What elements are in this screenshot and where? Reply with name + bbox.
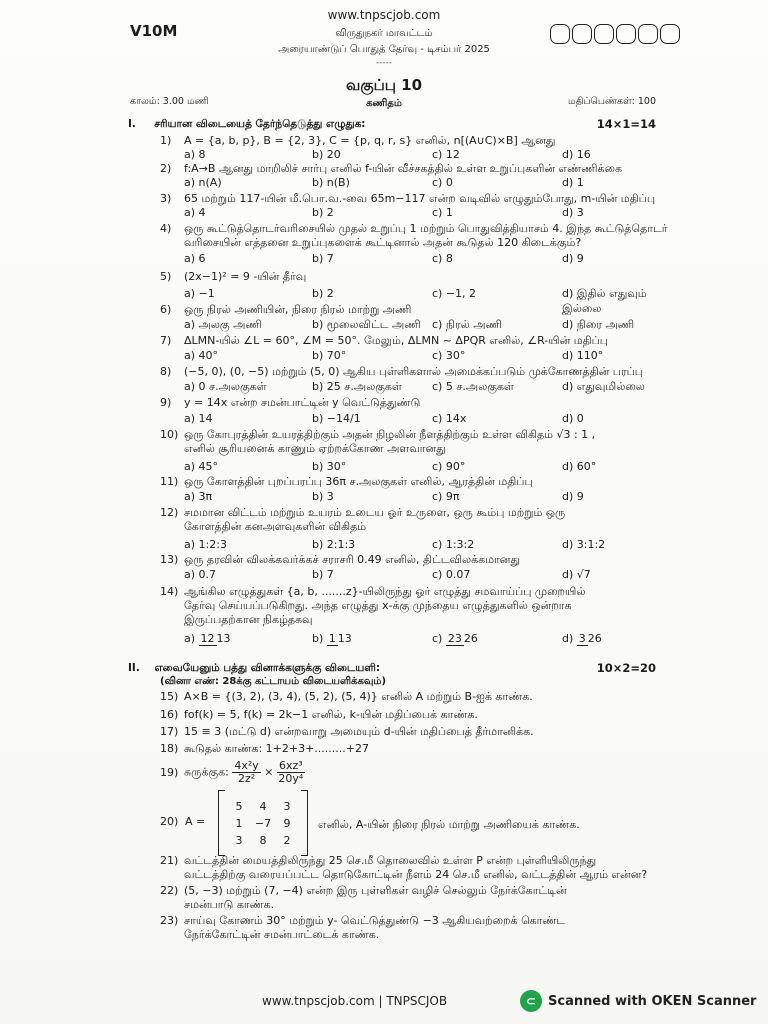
question-18: 18) கூடுதல் காண்க: 1+2+3+.........+27 (160, 742, 369, 755)
matrix-grid: 5 4 3 1 −7 9 3 8 2 (235, 799, 291, 847)
options-7: a) 40° b) 70° c) 30° d) 110° (184, 349, 604, 362)
scanner-logo-icon: ⊂ (520, 990, 542, 1012)
question-1: 1) A = {a, b, p}, B = {2, 3}, C = {p, q, r, s} எனில், n[(A∪C)×B] ஆனது (160, 134, 556, 147)
question-2: 2) f:A→B ஆனது மாறிலிச் சார்பு எனில் f-யின் வீச்சகத்தில் உள்ள உறுப்புகளின் எண்ணிக்கை (160, 162, 622, 175)
section-2-note: (வினா எண்: 28க்கு கட்டாயம் விடையளிக்கவும்) (160, 676, 387, 687)
question-3: 3) 65 மற்றும் 117-யின் மீ.பொ.வ.-வை 65m−117 என்ற வடிவில் எழுதும்போது, m-யின் மதிப்பு (160, 192, 656, 205)
question-4: 4) ஒரு கூட்டுத்தொடர்வரிசையில் முதல் உறுப்பு 1 மற்றும் பொதுவித்தியாசம் 4. இந்த கூட்டுத்தொடர் வரிசையின் எத்தனை உறுப்புகளைக் கூட்டினால் அதன் கூடுதல் 120 கிடைக்கும்? (160, 222, 668, 249)
roll-box (550, 24, 570, 44)
question-19: 19) சுருக்குக: $\frac{\text{4x²y}}{\text{2z²}}$ × $\frac{\text{6xz³}}{\text{20y⁴}}$ (160, 759, 304, 785)
options-10: a) 45° b) 30° c) 90° d) 60° (184, 460, 597, 473)
roll-box (660, 24, 680, 44)
paper-code: V10M (130, 22, 178, 40)
question-11: 11) ஒரு கோளத்தின் புறப்பரப்பு 36π ச.அலகுகள் எனில், ஆரத்தின் மதிப்பு (160, 475, 533, 488)
options-1: a) 8 b) 20 c) 12 d) 16 (184, 148, 591, 161)
roll-box (594, 24, 614, 44)
options-9: a) 14 b) −14/1 c) 14x d) 0 (184, 412, 584, 425)
question-22: 22) (5, −3) மற்றும் (7, −4) என்ற இரு புள்ளிகள் வழிச் செல்லும் நேர்க்கோட்டின் சமன்பாடு காண்க. (160, 884, 567, 911)
question-7: 7) ΔLMN-யில் ∠L = 60°, ∠M = 50°. மேலும், ΔLMN ~ ΔPQR எனில், ∠R-யின் மதிப்பு (160, 334, 608, 347)
options-8: a) 0 ச.அலகுகள் b) 25 ச.அலகுகள் c) 5 ச.அலகுகள் d) எதுவுமில்லை (184, 380, 645, 393)
matrix-left-bracket (218, 790, 225, 856)
scanner-watermark (520, 990, 756, 1012)
section-1-heading: I. சரியான விடையைத் தேர்ந்தெடுத்து எழுதுக: (128, 118, 366, 130)
standard-title: வகுப்பு 10 (345, 76, 423, 94)
options-6: a) அலகு அணி b) மூலைவிட்ட அணி c) நிரல் அணி d) நிரை அணி (184, 318, 635, 331)
max-marks: மதிப்பெண்கள்: 100 (567, 96, 656, 107)
question-21: 21) வட்டத்தின் மையத்திலிருந்து 25 செ.மீ தொலைவில் உள்ள P என்ற புள்ளியிலிருந்து வட்டத்திற்கு வரையப்பட்ட தொடுகோட்டின் நீளம் 24 செ.மீ எனில், வட்டத்தின் ஆரம் என்ன? (160, 854, 648, 881)
options-2: a) n(A) b) n(B) c) 0 d) 1 (184, 176, 584, 189)
matrix-A (218, 790, 308, 856)
options-14: a) 12 13 b) 1 13 c) 23 26 d) 3 26 (184, 631, 602, 645)
options-12: a) 1:2:3 b) 2:1:3 c) 1:3:2 d) 3:1:2 (184, 538, 606, 551)
question-5: 5) (2x−1)² = 9 -யின் தீர்வு (160, 270, 307, 283)
question-13: 13) ஒரு தரவின் விலக்கவர்க்கச் சராசரி 0.49 எனில், திட்டவிலக்கமானது (160, 553, 521, 566)
roll-box (616, 24, 636, 44)
section-2-heading: II. எவையேனும் பத்து வினாக்களுக்கு விடையளி: (128, 662, 381, 674)
question-6: 6) ஒரு நிரல் அணியின், நிரை நிரல் மாற்று அணி (160, 303, 412, 316)
question-17: 17) 15 ≡ 3 (மட்டு d) என்றவாறு அமையும் d-யின் மதிப்பைத் தீர்மானிக்க. (160, 725, 534, 738)
matrix-right-bracket (301, 790, 308, 856)
exam-title: அரையாண்டுப் பொதுத் தேர்வு - டிசம்பர் 2025 (278, 44, 490, 55)
district-title: விருதுநகர் மாவட்டம் (335, 28, 433, 39)
options-5: a) −1 b) 2 c) −1, 2 d) இதில் எதுவும் இல்லை (184, 287, 647, 315)
options-11: a) 3π b) 3 c) 9π d) 9 (184, 490, 584, 503)
roll-number-boxes (550, 24, 680, 44)
question-8: 8) (−5, 0), (0, −5) மற்றும் (5, 0) ஆகிய புள்ளிகளால் அமைக்கப்படும் முக்கோணத்தின் பரப்பு (160, 365, 643, 378)
question-15: 15) A×B = {(3, 2), (3, 4), (5, 2), (5, 4)} எனில் A மற்றும் B-ஐக் காண்க. (160, 690, 533, 703)
options-13: a) 0.7 b) 7 c) 0.07 d) √7 (184, 568, 591, 581)
question-9: 9) y = 14x என்ற சமன்பாட்டின் y வெட்டுத்துண்டு (160, 396, 421, 409)
footer-url[interactable]: www.tnpscjob.com | TNPSCJOB (262, 994, 448, 1008)
question-20-number: 20) (160, 815, 179, 828)
section-1-marks: 14×1=14 (596, 117, 656, 131)
question-20-text: எனில், A-யின் நிரை நிரல் மாற்று அணியைக் காண்க. (318, 818, 580, 831)
time-allowed: காலம்: 3.00 மணி (130, 96, 209, 107)
divider-dashes: ----- (375, 58, 393, 68)
subject-title: கணிதம் (366, 98, 402, 109)
roll-box (572, 24, 592, 44)
matrix-lhs: A = (185, 815, 206, 828)
options-4: a) 6 b) 7 c) 8 d) 9 (184, 252, 584, 265)
roll-box (638, 24, 658, 44)
question-14: 14) ஆங்கில எழுத்துகள் {a, b, .......z}-யிலிருந்து ஓர் எழுத்து சமவாய்ப்பு முறையில் தேர்வு செய்யப்படுகிறது. அந்த எழுத்து x-க்கு முந்தைய எழுத்துகளில் ஒன்றாக இருப்பதற்கான நிகழ்தகவு (160, 585, 586, 626)
question-12: 12) சமமான விட்டம் மற்றும் உயரம் உடைய ஓர் உருளை, ஒரு கூம்பு மற்றும் ஒரு கோளத்தின் கனஅளவுகளின் விகிதம் (160, 506, 566, 533)
question-10: 10) ஒரு கோபுரத்தின் உயரத்திற்கும் அதன் நிழலின் நீளத்திற்கும் உள்ள விகிதம் √3 : 1 , எனில் சூரியனைக் காணும் ஏற்றக்கோண அளவானது (160, 428, 596, 455)
question-23: 23) சாய்வு கோணம் 30° மற்றும் y- வெட்டுத்துண்டு −3 ஆகியவற்றைக் கொண்ட நேர்க்கோட்டின் சமன்பாட்டைக் காண்க. (160, 914, 566, 941)
scanner-text: Scanned with OKEN Scanner (548, 993, 757, 1009)
section-2-marks: 10×2=20 (596, 661, 656, 675)
top-url[interactable]: www.tnpscjob.com (327, 8, 441, 22)
question-16: 16) fof(k) = 5, f(k) = 2k−1 எனில், k-யின் மதிப்பைக் காண்க. (160, 708, 478, 721)
options-3: a) 4 b) 2 c) 1 d) 3 (184, 206, 584, 219)
